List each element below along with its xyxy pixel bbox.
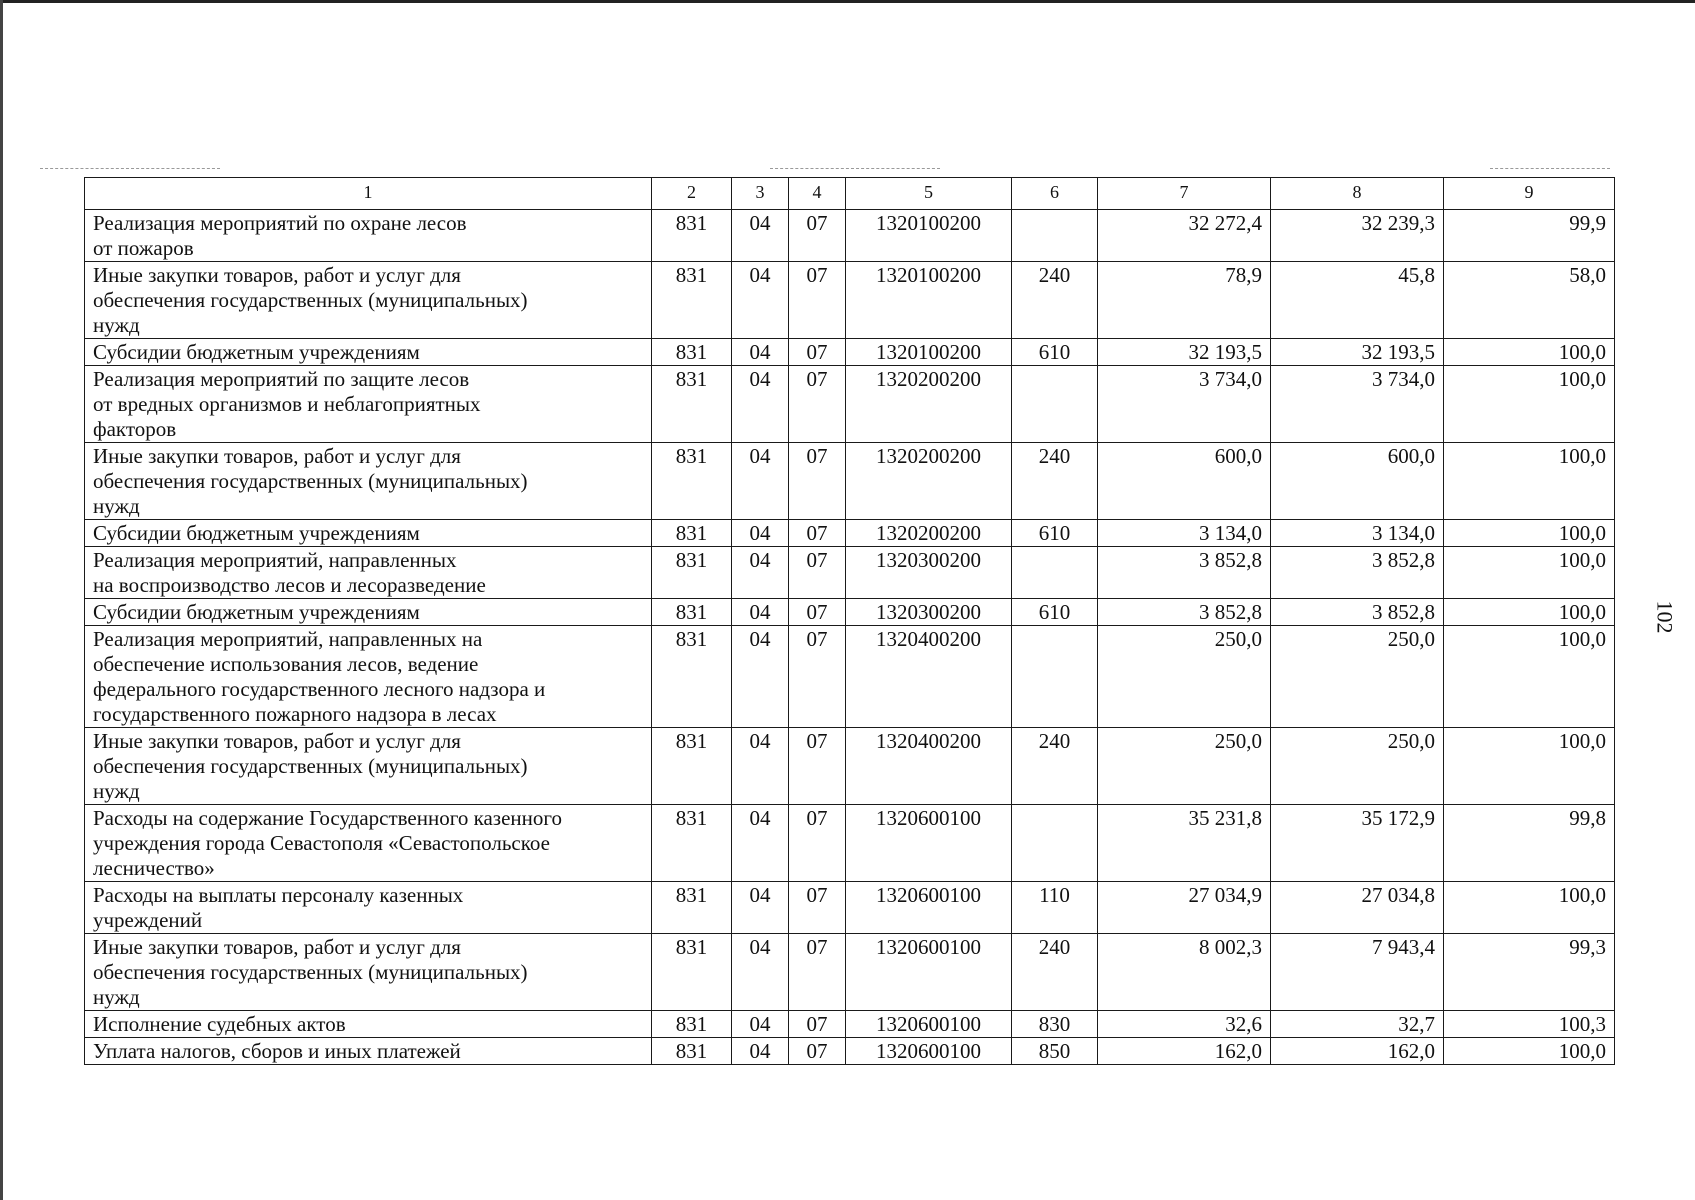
row-subsection-cell: 07: [789, 934, 846, 1011]
column-header-3: 3: [732, 178, 789, 210]
row-subsection-cell: 07: [789, 728, 846, 805]
row-subsection-cell: 07: [789, 599, 846, 626]
column-header-1: 1: [85, 178, 652, 210]
table-header-row: [85, 178, 1615, 210]
row-percent-cell: 100,0: [1444, 443, 1615, 520]
row-section-cell: 04: [732, 339, 789, 366]
table-row: [85, 626, 1615, 728]
row-percent-cell: 58,0: [1444, 262, 1615, 339]
table-row: [85, 934, 1615, 1011]
scan-top-border: [0, 0, 1695, 3]
row-section-cell: 04: [732, 626, 789, 728]
table-row: [85, 1038, 1615, 1065]
page-number: 102: [1652, 600, 1678, 634]
row-target-article-cell: 1320400200: [846, 626, 1012, 728]
column-header-5: 5: [846, 178, 1012, 210]
row-target-article-cell: 1320600100: [846, 1011, 1012, 1038]
row-executed-cell: 7 943,4: [1271, 934, 1444, 1011]
row-percent-cell: 99,8: [1444, 805, 1615, 882]
row-code-cell: 831: [652, 262, 732, 339]
row-percent-cell: 100,0: [1444, 1038, 1615, 1065]
row-section-cell: 04: [732, 934, 789, 1011]
table-row: [85, 262, 1615, 339]
row-subsection-cell: 07: [789, 366, 846, 443]
row-code-cell: 831: [652, 366, 732, 443]
row-name-cell: Иные закупки товаров, работ и услуг для обеспечения государственных (муниципальных) нужд: [85, 443, 652, 520]
row-subsection-cell: 07: [789, 626, 846, 728]
scan-left-border: [0, 0, 3, 1200]
row-subsection-cell: 07: [789, 262, 846, 339]
row-name-cell: Иные закупки товаров, работ и услуг для обеспечения государственных (муниципальных) нужд: [85, 262, 652, 339]
row-code-cell: 831: [652, 934, 732, 1011]
row-subsection-cell: 07: [789, 882, 846, 934]
row-executed-cell: 162,0: [1271, 1038, 1444, 1065]
row-percent-cell: 100,0: [1444, 520, 1615, 547]
row-section-cell: 04: [732, 882, 789, 934]
row-target-article-cell: 1320300200: [846, 547, 1012, 599]
row-code-cell: 831: [652, 728, 732, 805]
row-code-cell: 831: [652, 805, 732, 882]
row-percent-cell: 100,0: [1444, 339, 1615, 366]
row-section-cell: 04: [732, 1011, 789, 1038]
row-planned-cell: 162,0: [1098, 1038, 1271, 1065]
row-name-cell: Расходы на содержание Государственного казенного учреждения города Севастополя «Севастопольское лесничество»: [85, 805, 652, 882]
row-target-article-cell: 1320200200: [846, 366, 1012, 443]
row-expense-type-cell: 240: [1012, 728, 1098, 805]
table-body: [85, 210, 1615, 1065]
table-row: [85, 1011, 1615, 1038]
row-planned-cell: 3 734,0: [1098, 366, 1271, 443]
row-target-article-cell: 1320400200: [846, 728, 1012, 805]
row-percent-cell: 100,0: [1444, 626, 1615, 728]
row-section-cell: 04: [732, 1038, 789, 1065]
row-expense-type-cell: 240: [1012, 934, 1098, 1011]
table-row: [85, 547, 1615, 599]
row-section-cell: 04: [732, 210, 789, 262]
table-row: [85, 210, 1615, 262]
row-subsection-cell: 07: [789, 443, 846, 520]
row-section-cell: 04: [732, 728, 789, 805]
row-executed-cell: 600,0: [1271, 443, 1444, 520]
row-percent-cell: 99,3: [1444, 934, 1615, 1011]
column-header-4: 4: [789, 178, 846, 210]
row-code-cell: 831: [652, 1038, 732, 1065]
row-planned-cell: 600,0: [1098, 443, 1271, 520]
row-subsection-cell: 07: [789, 547, 846, 599]
scan-dash-line: [40, 168, 220, 169]
row-code-cell: 831: [652, 1011, 732, 1038]
row-target-article-cell: 1320200200: [846, 443, 1012, 520]
table-row: [85, 366, 1615, 443]
row-executed-cell: 32 193,5: [1271, 339, 1444, 366]
row-percent-cell: 100,3: [1444, 1011, 1615, 1038]
row-code-cell: 831: [652, 547, 732, 599]
row-code-cell: 831: [652, 520, 732, 547]
table-row: [85, 882, 1615, 934]
row-subsection-cell: 07: [789, 339, 846, 366]
row-name-cell: Иные закупки товаров, работ и услуг для обеспечения государственных (муниципальных) нужд: [85, 728, 652, 805]
table-row: [85, 443, 1615, 520]
row-percent-cell: 100,0: [1444, 366, 1615, 443]
row-target-article-cell: 1320100200: [846, 339, 1012, 366]
row-code-cell: 831: [652, 443, 732, 520]
row-executed-cell: 3 734,0: [1271, 366, 1444, 443]
row-executed-cell: 3 134,0: [1271, 520, 1444, 547]
row-expense-type-cell: 110: [1012, 882, 1098, 934]
row-planned-cell: 3 852,8: [1098, 547, 1271, 599]
row-name-cell: Реализация мероприятий, направленных на воспроизводство лесов и лесоразведение: [85, 547, 652, 599]
table-row: [85, 520, 1615, 547]
row-planned-cell: 3 134,0: [1098, 520, 1271, 547]
row-name-cell: Субсидии бюджетным учреждениям: [85, 599, 652, 626]
row-section-cell: 04: [732, 520, 789, 547]
table-row: [85, 599, 1615, 626]
row-expense-type-cell: 610: [1012, 339, 1098, 366]
row-target-article-cell: 1320200200: [846, 520, 1012, 547]
row-section-cell: 04: [732, 366, 789, 443]
row-code-cell: 831: [652, 210, 732, 262]
row-subsection-cell: 07: [789, 520, 846, 547]
row-name-cell: Уплата налогов, сборов и иных платежей: [85, 1038, 652, 1065]
row-executed-cell: 32 239,3: [1271, 210, 1444, 262]
row-subsection-cell: 07: [789, 210, 846, 262]
column-header-7: 7: [1098, 178, 1271, 210]
row-expense-type-cell: 240: [1012, 262, 1098, 339]
row-subsection-cell: 07: [789, 1011, 846, 1038]
table-row: [85, 805, 1615, 882]
row-name-cell: Субсидии бюджетным учреждениям: [85, 520, 652, 547]
row-expense-type-cell: 850: [1012, 1038, 1098, 1065]
row-expense-type-cell: 610: [1012, 599, 1098, 626]
row-planned-cell: 32 272,4: [1098, 210, 1271, 262]
row-planned-cell: 32,6: [1098, 1011, 1271, 1038]
row-section-cell: 04: [732, 443, 789, 520]
row-name-cell: Реализация мероприятий по охране лесов от пожаров: [85, 210, 652, 262]
row-expense-type-cell: 240: [1012, 443, 1098, 520]
row-code-cell: 831: [652, 626, 732, 728]
row-name-cell: Реализация мероприятий по защите лесов от вредных организмов и неблагоприятных факторов: [85, 366, 652, 443]
row-code-cell: 831: [652, 339, 732, 366]
scan-dash-line: [770, 168, 940, 169]
row-percent-cell: 100,0: [1444, 728, 1615, 805]
row-expense-type-cell: 830: [1012, 1011, 1098, 1038]
row-expense-type-cell: [1012, 366, 1098, 443]
row-executed-cell: 250,0: [1271, 626, 1444, 728]
row-planned-cell: 250,0: [1098, 728, 1271, 805]
row-section-cell: 04: [732, 805, 789, 882]
column-header-6: 6: [1012, 178, 1098, 210]
row-subsection-cell: 07: [789, 805, 846, 882]
row-planned-cell: 3 852,8: [1098, 599, 1271, 626]
row-executed-cell: 3 852,8: [1271, 599, 1444, 626]
row-subsection-cell: 07: [789, 1038, 846, 1065]
row-code-cell: 831: [652, 882, 732, 934]
row-planned-cell: 78,9: [1098, 262, 1271, 339]
budget-table: [84, 177, 1615, 1065]
row-code-cell: 831: [652, 599, 732, 626]
row-name-cell: Расходы на выплаты персоналу казенных учреждений: [85, 882, 652, 934]
row-percent-cell: 99,9: [1444, 210, 1615, 262]
row-expense-type-cell: [1012, 626, 1098, 728]
row-target-article-cell: 1320600100: [846, 805, 1012, 882]
row-target-article-cell: 1320600100: [846, 882, 1012, 934]
row-planned-cell: 35 231,8: [1098, 805, 1271, 882]
row-executed-cell: 250,0: [1271, 728, 1444, 805]
row-name-cell: Реализация мероприятий, направленных на обеспечение использования лесов, ведение федерального государственного лесного надзора и государственного пожарного надзора в лесах: [85, 626, 652, 728]
row-expense-type-cell: [1012, 547, 1098, 599]
row-name-cell: Исполнение судебных актов: [85, 1011, 652, 1038]
row-executed-cell: 27 034,8: [1271, 882, 1444, 934]
row-planned-cell: 8 002,3: [1098, 934, 1271, 1011]
row-name-cell: Субсидии бюджетным учреждениям: [85, 339, 652, 366]
row-executed-cell: 32,7: [1271, 1011, 1444, 1038]
row-executed-cell: 45,8: [1271, 262, 1444, 339]
row-planned-cell: 27 034,9: [1098, 882, 1271, 934]
row-planned-cell: 32 193,5: [1098, 339, 1271, 366]
row-expense-type-cell: [1012, 210, 1098, 262]
column-header-9: 9: [1444, 178, 1615, 210]
table-row: [85, 728, 1615, 805]
row-target-article-cell: 1320100200: [846, 262, 1012, 339]
table-row: [85, 339, 1615, 366]
row-section-cell: 04: [732, 262, 789, 339]
row-target-article-cell: 1320300200: [846, 599, 1012, 626]
row-section-cell: 04: [732, 599, 789, 626]
row-percent-cell: 100,0: [1444, 547, 1615, 599]
row-target-article-cell: 1320100200: [846, 210, 1012, 262]
row-name-cell: Иные закупки товаров, работ и услуг для обеспечения государственных (муниципальных) нужд: [85, 934, 652, 1011]
row-target-article-cell: 1320600100: [846, 934, 1012, 1011]
row-percent-cell: 100,0: [1444, 599, 1615, 626]
column-header-8: 8: [1271, 178, 1444, 210]
row-executed-cell: 3 852,8: [1271, 547, 1444, 599]
row-section-cell: 04: [732, 547, 789, 599]
scan-dash-line: [1490, 168, 1610, 169]
row-planned-cell: 250,0: [1098, 626, 1271, 728]
row-executed-cell: 35 172,9: [1271, 805, 1444, 882]
row-expense-type-cell: 610: [1012, 520, 1098, 547]
row-expense-type-cell: [1012, 805, 1098, 882]
row-percent-cell: 100,0: [1444, 882, 1615, 934]
column-header-2: 2: [652, 178, 732, 210]
row-target-article-cell: 1320600100: [846, 1038, 1012, 1065]
